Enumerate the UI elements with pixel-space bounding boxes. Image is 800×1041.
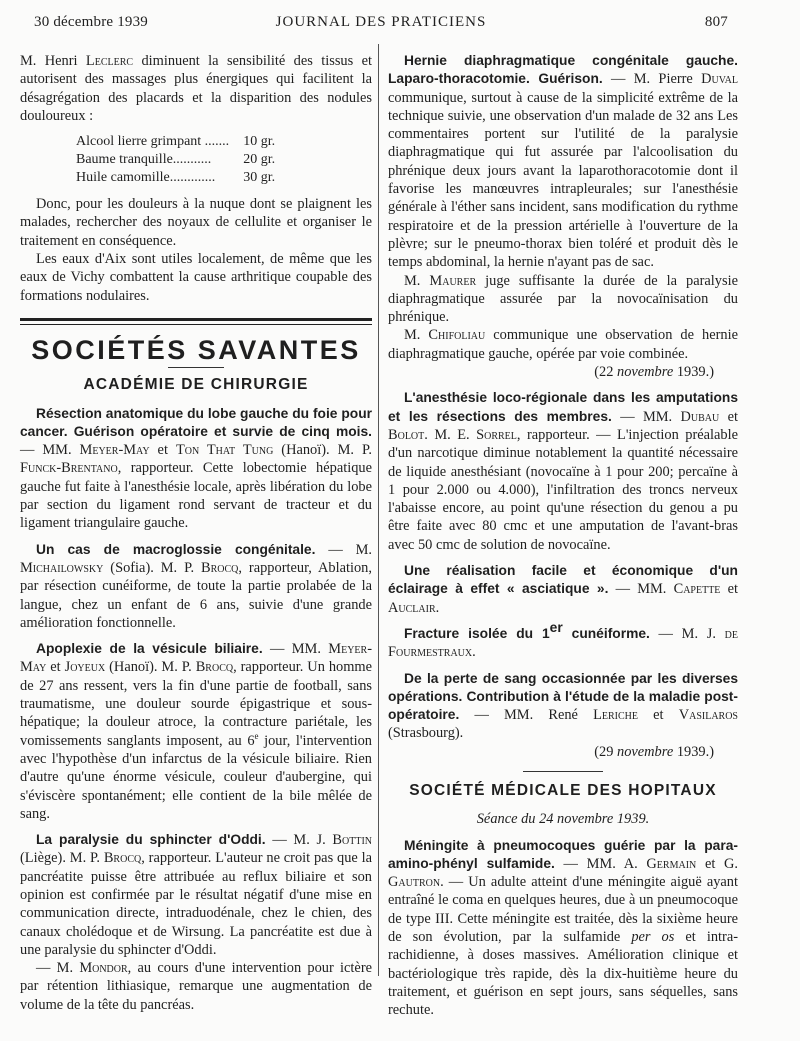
societes-savantes-title: SOCIÉTÉS SAVANTES [31,334,361,365]
article-hernie: Hernie diaphragmatique congénitale gauche. Laparo-thoracotomie. Guérison. — M. Pierre Duval communique, surtout à cause de la simplicité extrême de la technique suivie, une observation d'un malade de 32 ans Les commentaires portent sur l'utilité de la paralysie diaphragmatique qui fut assurée par l'alcoolisation du phrénique deux jours avant la laparothoracotomie dont il favorise les manœuvres intrapleurales; sur l'anesthésie générale à l'éther sans incident, sans modification du rythme respiratoire et de la pression artérielle à l'ouverture de la plèvre; sur le pneumo-thorax bien toléré et produit dès le temps abdominal, la hernie n'ayant pas de sac. [388,53,738,271]
societe-medicale-title: SOCIÉTÉ MÉDICALE DES HOPITAUX [409,781,717,799]
article-apoplexie: Apoplexie de la vésicule biliaire. — MM. Meyer-May et Joyeux (Hanoï). M. P. Brocq, rapporteur. Un homme de 27 ans ressent, vers la fin d'une partie de football, sans traumatisme, une douleur sourde épigastrique et sous-hépatique; la douleur atroce, la contracture pariétale, les vomissements sanglants imposent, au 6e jour, l'intervention avec l'hypothèse d'un infarctus de la vésicule biliaire. Rien d'autre qu'une énorme vésicule, couleur d'aubergine, qui s'éviscère spontanément; elle contient de la bile mêlée de sang. [20,641,372,822]
article-anesthesie: L'anesthésie loco-régionale dans les amputations et les résections des membres. — MM. Dubau et Bolot. M. E. Sorrel, rapporteur. — L'injection préalable d'un narcotique diminue notablement la quantité nécessaire de liquide anesthésiant (novocaïne à 1 pour 200; percaïne à 1 pour 2.000 ou 4.000), l'infiltration des troncs nerveux l'abaisse encore, au point qu'une résection du genou a pu être faite avec 80 cmc et une amputation de l'avant-bras avec 50 cmc de solution de novocaïne. [388,390,739,553]
recipe-row: Huile camomille............. 30 gr. [76,170,276,186]
header-date: 30 décembre 1939 [34,14,148,30]
article-oddi: La paralysie du sphincter d'Oddi. — M. J. Bottin (Liège). M. P. Brocq, rapporteur. L'auteur ne croit pas que la pancréatite puisse être attribuée au reflux biliaire et son opinion est confirmée par le résultat négatif d'une mise en communication directe, intraduodénale, chez le chien, des canaux cholédoque et de Wirsung. La pancréatite est due à une paralysie du sphincter d'Oddi. [20,832,372,958]
article-chifoliau: M. Chifoliau communique une observation de hernie diaphragmatique gauche, opérée par voie combinée. [388,327,738,362]
title-rule [168,367,224,368]
section-rule [20,318,372,325]
article-meningite: Méningite à pneumocoques guérie par la para-amino-phényl sulfamide. — MM. A. Germain et G. Gautron. — Un adulte atteint d'une méningite aiguë ayant entraîné le coma en quelques heures, due à un pneumocoque de type III. Cette méningite est traitée, dès la sixième heure de son évolution, par la sulfamide per os et intra-rachidienne, à doses massives. Amélioration clinique et bactériologique très rapide, dès la dix-huitième heure du traitement, et guérison en sept jours, sans séquelles, sans rechute. [388,837,739,1019]
article-perte-sang: De la perte de sang occasionnée par les diverses opérations. Contribution à l'étude de la maladie post-opératoire. — MM. René Leriche et Vasilaros (Strasbourg). [388,670,738,742]
page-number: 807 [704,14,728,30]
seance-date: Séance du 24 novembre 1939. [476,811,650,828]
article-resection: Résection anatomique du lobe gauche du foie pour cancer. Guérison opératoire et survie de cinq mois. — MM. Meyer-May et Ton That Tung (Hanoï). M. P. Funck-Brentano, rapporteur. Cette lobectomie hépatique gauche fut faite à l'anesthésie locale, après libération du lobe par section du ligament rond servant de tracteur et du ligament triangulaire gauche. [20,405,373,532]
paragraph-donc: Donc, pour les douleurs à la nuque dont se plaignent les malades, rechercher des noyaux de cellulite et organiser le traitement en conséquence. [20,196,372,249]
page-header [34,14,728,36]
article-eclairage: Une réalisation facile et économique d'un éclairage à effet « asciatique ». — MM. Capette et Auclair. [388,563,738,616]
right-column [388,52,738,1020]
recipe-table [76,133,275,187]
article-fracture: Fracture isolée du 1er cunéiforme. — M. J. de Fourmestraux. [388,620,738,661]
column-divider [378,44,379,976]
article-macroglossie: Un cas de macroglossie congénitale. — M. Michailowsky (Sofia). M. P. Brocq, rapporteur, Ablation, par résection cunéiforme, de toute la partie prolabée de la langue, chez un enfant de 6 ans, suivie d'une grande amélioration fonctionnelle. [20,541,373,631]
session-date-29: (29 novembre 1939.) [594,743,714,760]
recipe-row: Alcool lierre grimpant ....... 10 gr. [76,134,276,150]
academie-title: ACADÉMIE DE CHIRURGIE [83,376,309,394]
session-date-22: (22 novembre 1939.) [594,364,714,381]
recipe-row: Baume tranquille........... 20 gr. [76,152,276,168]
paragraph-eaux: Les eaux d'Aix sont utiles localement, de même que les eaux de Vichy combattent la cause arthritique coupable des formations nodulaires. [20,251,372,304]
left-column [20,52,372,1014]
article-mondor: — M. Mondor, au cours d'une intervention pour ictère par rétention lithiasique, remarque une augmentation de volume de la tête du pancréas. [20,960,372,1013]
section-rule-small [523,771,603,772]
journal-title: JOURNAL DES PRATICIENS [275,14,487,30]
intro-paragraph: M. Henri Leclerc diminuent la sensibilité des tissus et autorisent des massages plus énergiques qui facilitent la désagrégation des placards et la disparition des nodules douloureux : [20,53,372,124]
article-maurer: M. Maurer juge suffisante la durée de la paralysie diaphragmatique assurée par la novocaïnisation du phrénique. [388,272,738,326]
